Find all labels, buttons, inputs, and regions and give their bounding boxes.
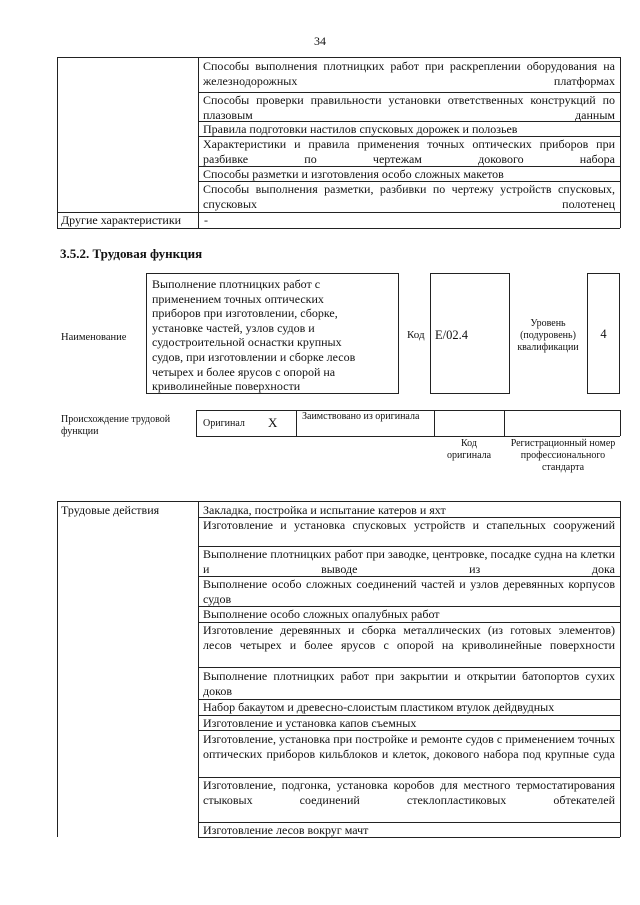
section-heading: 3.5.2. Трудовая функция [60,246,203,261]
action-row: Изготовление, установка при постройке и ремонте судов с применением точных оптических приборов кильблоков и клеток, докового набора под крупные суда [203,732,615,761]
action-row: Выполнение особо сложных опалубных работ [203,607,440,621]
labor-actions-label: Трудовые действия [61,503,160,517]
code-original-caption: Код оригинала [446,438,492,461]
name-label: Наименование [61,332,127,343]
other-characteristics-value: - [204,213,208,227]
top-table-row: Способы выполнения плотницких работ при раскреплении оборудования на железнодорожных платформах [203,59,615,88]
other-characteristics-label: Другие характеристики [61,213,182,227]
top-table-row: Способы проверки правильности установки ответственных конструкций по плазовым данным [203,93,615,122]
level-value: 4 [600,327,607,341]
action-row: Изготовление, подгонка, установка коробов для местного термостатирования стыковых соединений стеклопластиковых обтекателей [203,778,615,807]
borrowed-label: Заимствовано из оригинала [302,411,420,422]
action-row: Закладка, постройка и испытание катеров и яхт [203,503,446,517]
page-number: 34 [314,34,326,48]
action-row: Выполнение плотницких работ при закрытии и открытии батопортов сухих доков [203,669,615,698]
action-row: Изготовление и установка капов съемных [203,716,417,730]
code-value: E/02.4 [435,328,468,342]
action-row: Изготовление и установка спусковых устройств и стапельных сооружений [203,518,615,532]
top-table-row: Способы разметки и изготовления особо сложных макетов [203,167,504,181]
top-table-row: Характеристики и правила применения точных оптических приборов при разбивке по чертежам докового набора [203,137,615,166]
original-mark: X [268,415,278,430]
top-table-row: Правила подготовки настилов спусковых дорожек и полозьев [203,122,518,136]
action-row: Набор бакаутом и древесно-слоистым пластиком втулок дейдвудных [203,700,555,714]
code-label: Код [407,329,425,341]
action-row: Выполнение особо сложных соединений частей и узлов деревянных корпусов судов [203,577,615,606]
qualification-level-label: Уровень (подуровень) квалификации [517,318,579,353]
top-table-row: Способы выполнения разметки, разбивки по чертежу устройств спусковых, спусковых полотенец [203,182,615,211]
action-row: Изготовление деревянных и сборка металлических (из готовых элементов) лесов четырех и более ярусов с опорой на криволинейные поверхности [203,623,615,652]
action-row: Выполнение плотницких работ при заводке, центровке, посадке судна на клетки и выводе из дока [203,547,615,576]
action-row: Изготовление лесов вокруг мачт [203,823,369,837]
function-name-text: Выполнение плотницких работ с применением точных оптических приборов при изготовлении, сборке, установке частей, узлов судов и судостроительной оснастки крупных судов, при изготовлении и сборке лесов четырех и более ярусов с опорой на криволинейные поверхности [152,277,356,394]
original-label: Оригинал [203,418,245,429]
origin-label: Происхождение трудовой функции [61,414,171,437]
registration-number-caption: Регистрационный номер профессионального стандарта [510,438,616,473]
